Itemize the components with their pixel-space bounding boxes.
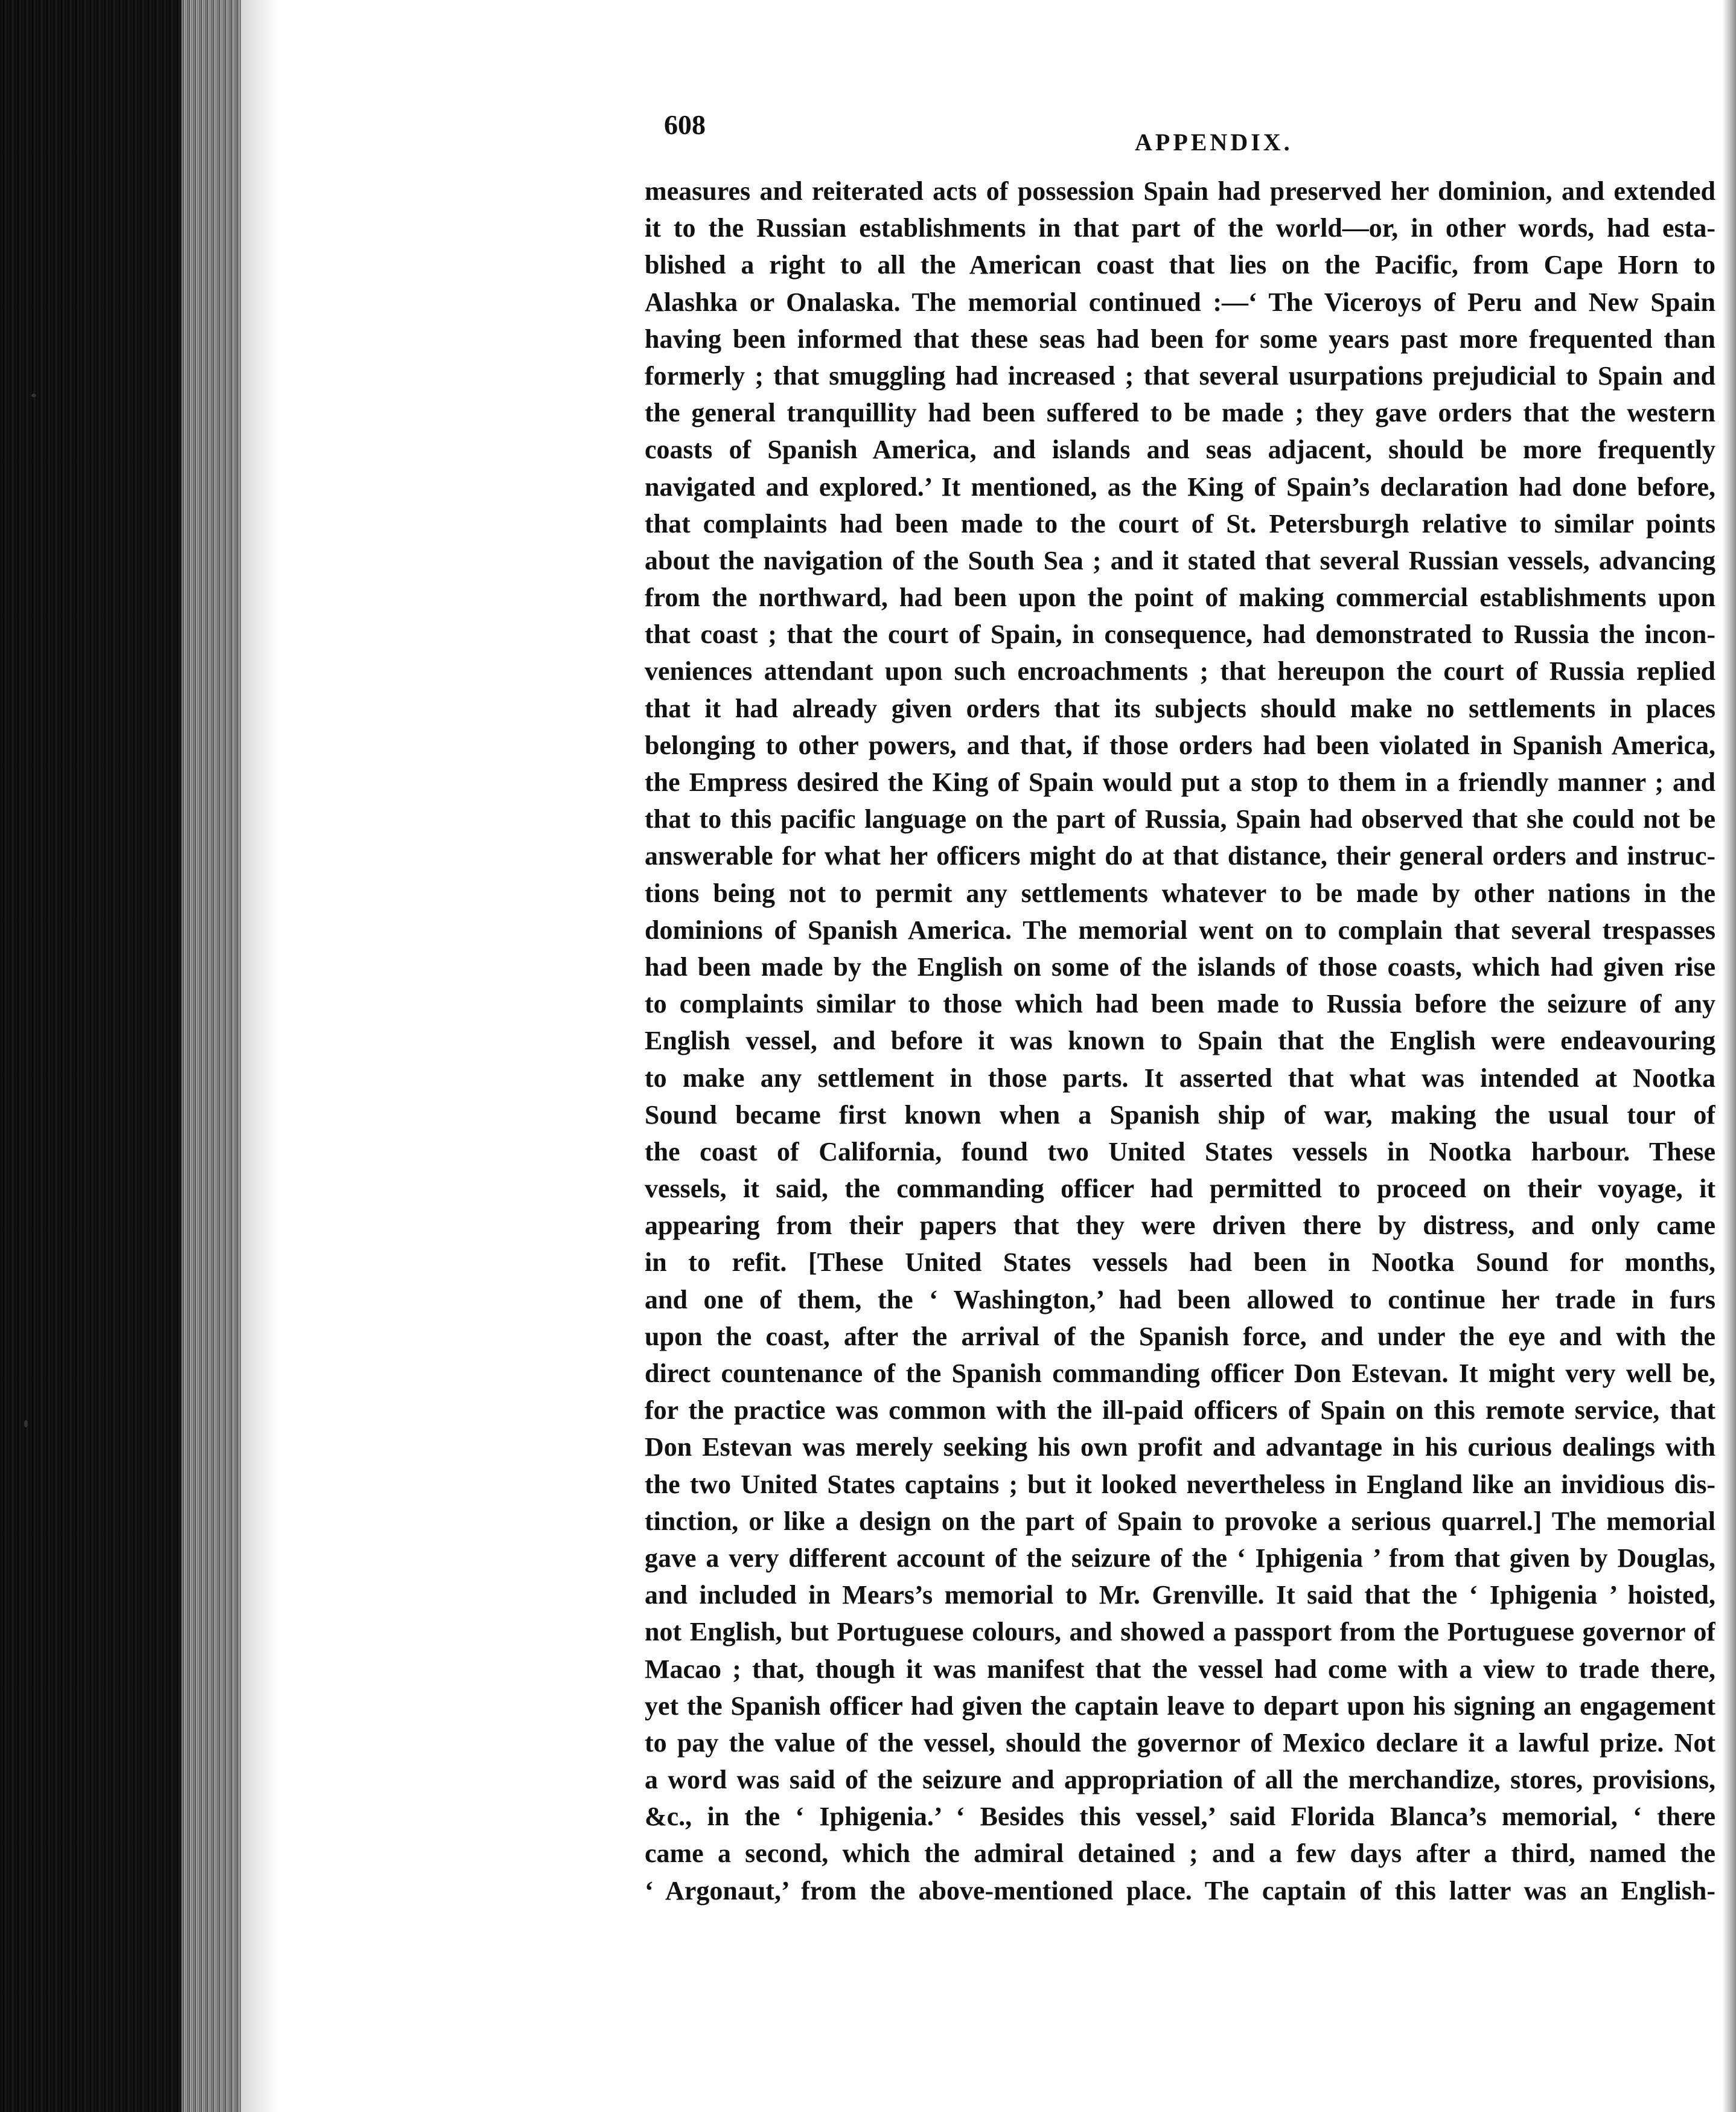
text-line: direct countenance of the Spanish commanding officer Don Estevan. It might very well be,: [645, 1358, 1715, 1388]
text-line: and one of them, the ‘ Washington,’ had been allowed to continue her trade in furs: [645, 1284, 1715, 1314]
text-line: vessels, it said, the commanding officer had permitted to proceed on their voyage, it: [645, 1174, 1715, 1204]
text-line: tinction, or like a design on the part of Spain to provoke a serious quarrel.] The memorial: [645, 1506, 1715, 1536]
text-line: that coast ; that the court of Spain, in consequence, had demonstrated to Russia the incon-: [645, 619, 1715, 650]
text-line: navigated and explored.’ It mentioned, as the King of Spain’s declaration had done before,: [645, 472, 1715, 502]
margin-speck: [31, 394, 36, 397]
page-number: 608: [664, 109, 706, 140]
text-line: it to the Russian establishments in that part of the world—or, in other words, had esta-: [645, 213, 1715, 243]
text-line: came a second, which the admiral detained ; and a few days after a third, named the: [645, 1838, 1715, 1869]
text-line: having been informed that these seas had been for some years past more frequented than: [645, 324, 1715, 354]
text-line: the Empress desired the King of Spain would put a stop to them in a friendly manner ; and: [645, 767, 1715, 797]
text-line: measures and reiterated acts of possession Spain had preserved her dominion, and extended: [645, 176, 1715, 206]
text-line: Sound became first known when a Spanish ship of war, making the usual tour of: [645, 1099, 1715, 1130]
text-line: dominions of Spanish America. The memorial went on to complain that several trespasses: [645, 915, 1715, 945]
text-line: tions being not to permit any settlements whatever to be made by other nations in the: [645, 878, 1715, 908]
text-line: gave a very different account of the seizure of the ‘ Iphigenia ’ from that given by Douglas,: [645, 1543, 1715, 1573]
text-line: to pay the value of the vessel, should the governor of Mexico declare it a lawful prize. Not: [645, 1727, 1715, 1758]
text-line: belonging to other powers, and that, if those orders had been violated in Spanish America,: [645, 730, 1715, 760]
text-line: not English, but Portuguese colours, and showed a passport from the Portuguese governor of: [645, 1617, 1715, 1647]
text-line: Macao ; that, though it was manifest that the vessel had come with a view to trade there,: [645, 1654, 1715, 1684]
text-line: Alashka or Onalaska. The memorial continued :—‘ The Viceroys of Peru and New Spain: [645, 287, 1715, 317]
text-line: the general tranquillity had been suffered to be made ; they gave orders that the western: [645, 398, 1715, 428]
text-line: had been made by the English on some of the islands of those coasts, which had given rise: [645, 952, 1715, 982]
text-line: a word was said of the seizure and appropriation of all the merchandize, stores, provisions,: [645, 1765, 1715, 1795]
text-line: that complaints had been made to the court of St. Petersburgh relative to similar points: [645, 508, 1715, 539]
text-line: coasts of Spanish America, and islands and seas adjacent, should be more frequently: [645, 435, 1715, 465]
gutter-shadow: [241, 0, 278, 2112]
text-line: answerable for what her officers might do at that distance, their general orders and instruc-: [645, 841, 1715, 871]
text-line: English vessel, and before it was known to Spain that the English were endeavouring: [645, 1026, 1715, 1056]
text-line: for the practice was common with the ill-paid officers of Spain on this remote service, that: [645, 1395, 1715, 1426]
text-line: ‘ Argonaut,’ from the above-mentioned place. The captain of this latter was an English-: [645, 1875, 1715, 1906]
page-right-edge: [1723, 0, 1736, 2112]
margin-speck: [24, 1420, 28, 1427]
running-head: APPENDIX.: [1135, 129, 1293, 156]
text-line: appearing from their papers that they were driven there by distress, and only came: [645, 1211, 1715, 1241]
text-line: upon the coast, after the arrival of the Spanish force, and under the eye and with the: [645, 1321, 1715, 1351]
text-line: the coast of California, found two United States vessels in Nootka harbour. These: [645, 1136, 1715, 1166]
page-stack-edge: [181, 0, 247, 2112]
text-line: Don Estevan was merely seeking his own profit and advantage in his curious dealings with: [645, 1432, 1715, 1462]
text-line: formerly ; that smuggling had increased ; that several usurpations prejudicial to Spain and: [645, 360, 1715, 391]
text-line: blished a right to all the American coast that lies on the Pacific, from Cape Horn to: [645, 250, 1715, 280]
text-line: that to this pacific language on the part of Russia, Spain had observed that she could not be: [645, 804, 1715, 834]
text-line: in to refit. [These United States vessels had been in Nootka Sound for months,: [645, 1247, 1715, 1278]
text-line: and included in Mears’s memorial to Mr. Grenville. It said that the ‘ Iphigenia ’ hoisted,: [645, 1580, 1715, 1610]
text-line: veniences attendant upon such encroachments ; that hereupon the court of Russia replied: [645, 656, 1715, 686]
body-text: [645, 173, 1715, 1909]
text-line: the two United States captains ; but it looked nevertheless in England like an invidious dis-: [645, 1469, 1715, 1499]
text-line: yet the Spanish officer had given the captain leave to depart upon his signing an engagement: [645, 1691, 1715, 1721]
text-line: from the northward, had been upon the point of making commercial establishments upon: [645, 583, 1715, 613]
text-line: that it had already given orders that its subjects should make no settlements in places: [645, 693, 1715, 723]
text-line: about the navigation of the South Sea ; and it stated that several Russian vessels, advancing: [645, 545, 1715, 575]
text-line: to complaints similar to those which had been made to Russia before the seizure of any: [645, 989, 1715, 1019]
text-line: to make any settlement in those parts. It asserted that what was intended at Nootka: [645, 1063, 1715, 1093]
text-line: &c., in the ‘ Iphigenia.’ ‘ Besides this vessel,’ said Florida Blanca’s memorial, ‘ there: [645, 1802, 1715, 1832]
